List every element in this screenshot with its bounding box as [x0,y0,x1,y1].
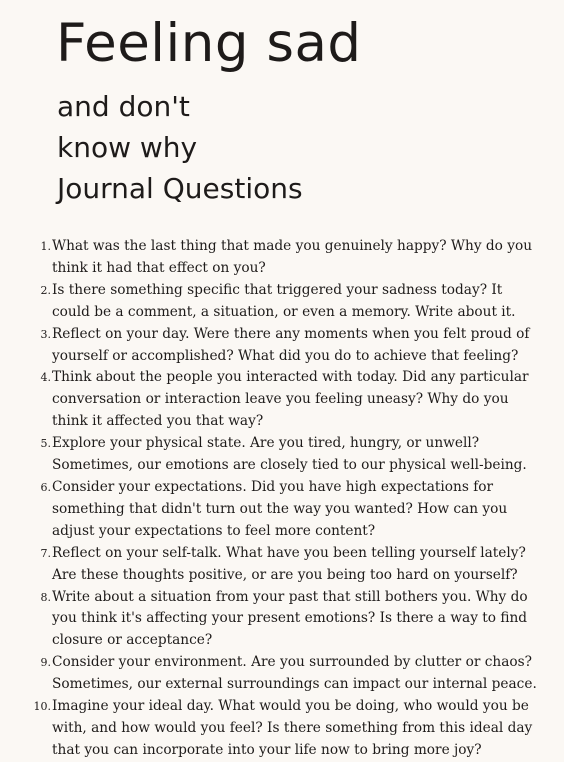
subtitle-line: Journal Questions [57,172,303,205]
question-number: 3. [40,327,51,341]
question-text: Reflect on your day. Were there any moments when you felt proud of yourself or accomplished? What did you do to achieve that feeling? [52,325,530,364]
subtitle-line: and don't [57,90,190,123]
question-item [18,477,538,543]
question-number: 7. [40,546,51,560]
question-item [18,587,538,653]
question-number: 4. [40,371,51,385]
question-item [18,324,538,368]
question-item [18,280,538,324]
question-text: Is there something specific that triggered your sadness today? It could be a comment, a situation, or even a memory. Write about it. [52,281,516,320]
question-number: 10. [33,700,51,714]
question-text: Imagine your ideal day. What would you be doing, who would you be with, and how would you feel? Is there something from this ideal day that you can incorporate into your life now to bring more joy? [52,698,533,758]
question-item [18,696,538,762]
question-number: 6. [40,480,51,494]
question-text: Think about the people you interacted with today. Did any particular conversation or interaction leave you feeling uneasy? Why do you think it affected you that way? [52,369,529,430]
question-item [18,543,538,587]
question-number: 5. [40,437,51,451]
question-text: Write about a situation from your past that still bothers you. Why do you think it's affecting your present emotions? Is there a way to find closure or acceptance? [52,588,528,649]
page-title: Feeling sad [56,13,362,74]
question-item [18,433,538,477]
question-text: Explore your physical state. Are you tired, hungry, or unwell? Sometimes, our emotions are closely tied to our physical well-being. [52,435,527,474]
question-text: Reflect on your self-talk. What have you been telling yourself lately? Are these thoughts positive, or are you being too hard on yourself? [52,544,526,583]
page-subtitle [57,86,303,209]
question-list [18,236,538,762]
question-text: Consider your environment. Are you surrounded by clutter or chaos? Sometimes, our external surroundings can impact our internal peace. [52,654,537,693]
question-number: 2. [40,283,51,297]
question-text: Consider your expectations. Did you have high expectations for something that didn't turn out the way you wanted? How can you adjust your expectations to feel more content? [52,478,508,539]
question-number: 1. [40,240,51,253]
question-item [18,367,538,433]
subtitle-line: know why [57,131,198,164]
question-item [18,236,538,280]
question-text: What was the last thing that made you genuinely happy? Why do you think it had that effect on you? [52,238,533,276]
question-item [18,652,538,696]
question-number: 9. [40,656,51,670]
question-number: 8. [40,590,51,604]
